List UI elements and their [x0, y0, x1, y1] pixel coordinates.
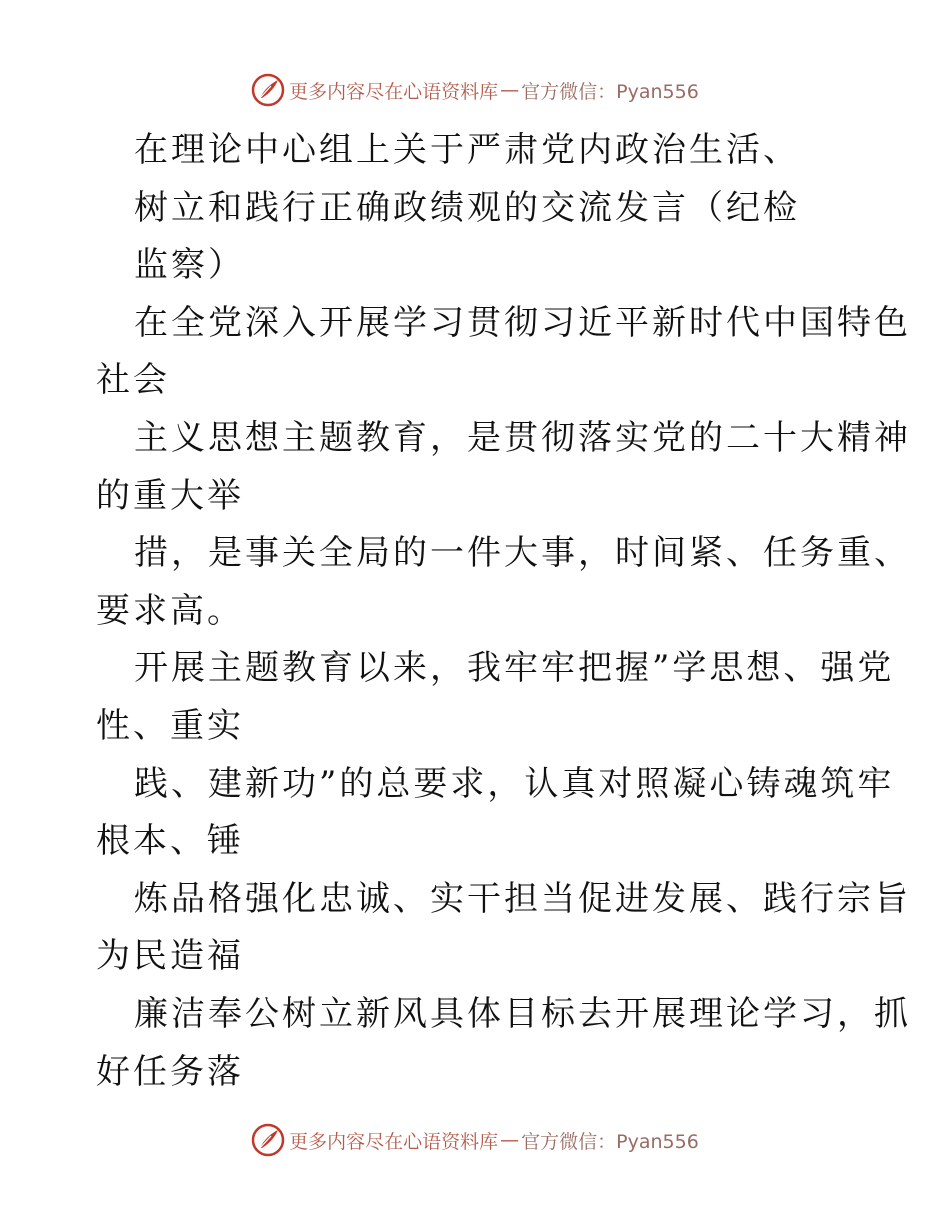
text-line: 社会	[96, 360, 170, 401]
text-line: 要求高。	[96, 590, 244, 631]
text-line: 在全党深入开展学习贯彻习近平新时代中国特色	[134, 302, 911, 343]
text-line: 措，是事关全局的一件大事，时间紧、任务重、	[134, 533, 911, 574]
text-line: 践、建新功”的总要求，认真对照凝心铸魂筑牢	[134, 763, 895, 804]
watermark-contact: 官方微信：Pyan556	[521, 1130, 699, 1153]
header-watermark	[0, 70, 950, 110]
text-line: 主义思想主题教育，是贯彻落实党的二十大精神	[134, 417, 911, 458]
feather-pen-logo-icon	[251, 73, 285, 107]
text-line: 监察）	[134, 245, 245, 286]
text-line: 性、重实	[96, 705, 244, 746]
watermark-text: 更多内容尽在心语资料库	[289, 1130, 499, 1153]
watermark-contact: 官方微信：Pyan556	[521, 80, 699, 103]
text-line: 廉洁奉公树立新风具体目标去开展理论学习，抓	[134, 993, 911, 1034]
text-line: 开展主题教育以来，我牢牢把握”学思想、强党	[134, 648, 895, 689]
text-line: 根本、锤	[96, 821, 244, 862]
text-line: 的重大举	[96, 475, 244, 516]
text-line: 好任务落	[96, 1051, 244, 1092]
text-line: 树立和践行正确政绩观的交流发言（纪检	[134, 187, 800, 228]
watermark-text: 更多内容尽在心语资料库	[289, 80, 499, 103]
watermark-separator: —	[500, 1129, 520, 1151]
footer-watermark	[0, 1120, 950, 1160]
watermark-separator: —	[500, 79, 520, 101]
text-line: 在理论中心组上关于严肃党内政治生活、	[134, 130, 800, 170]
text-line: 为民造福	[96, 936, 244, 977]
feather-pen-logo-icon	[251, 1123, 285, 1157]
text-line: 炼品格强化忠诚、实干担当促进发展、践行宗旨	[134, 878, 911, 919]
document-body	[96, 122, 911, 1101]
